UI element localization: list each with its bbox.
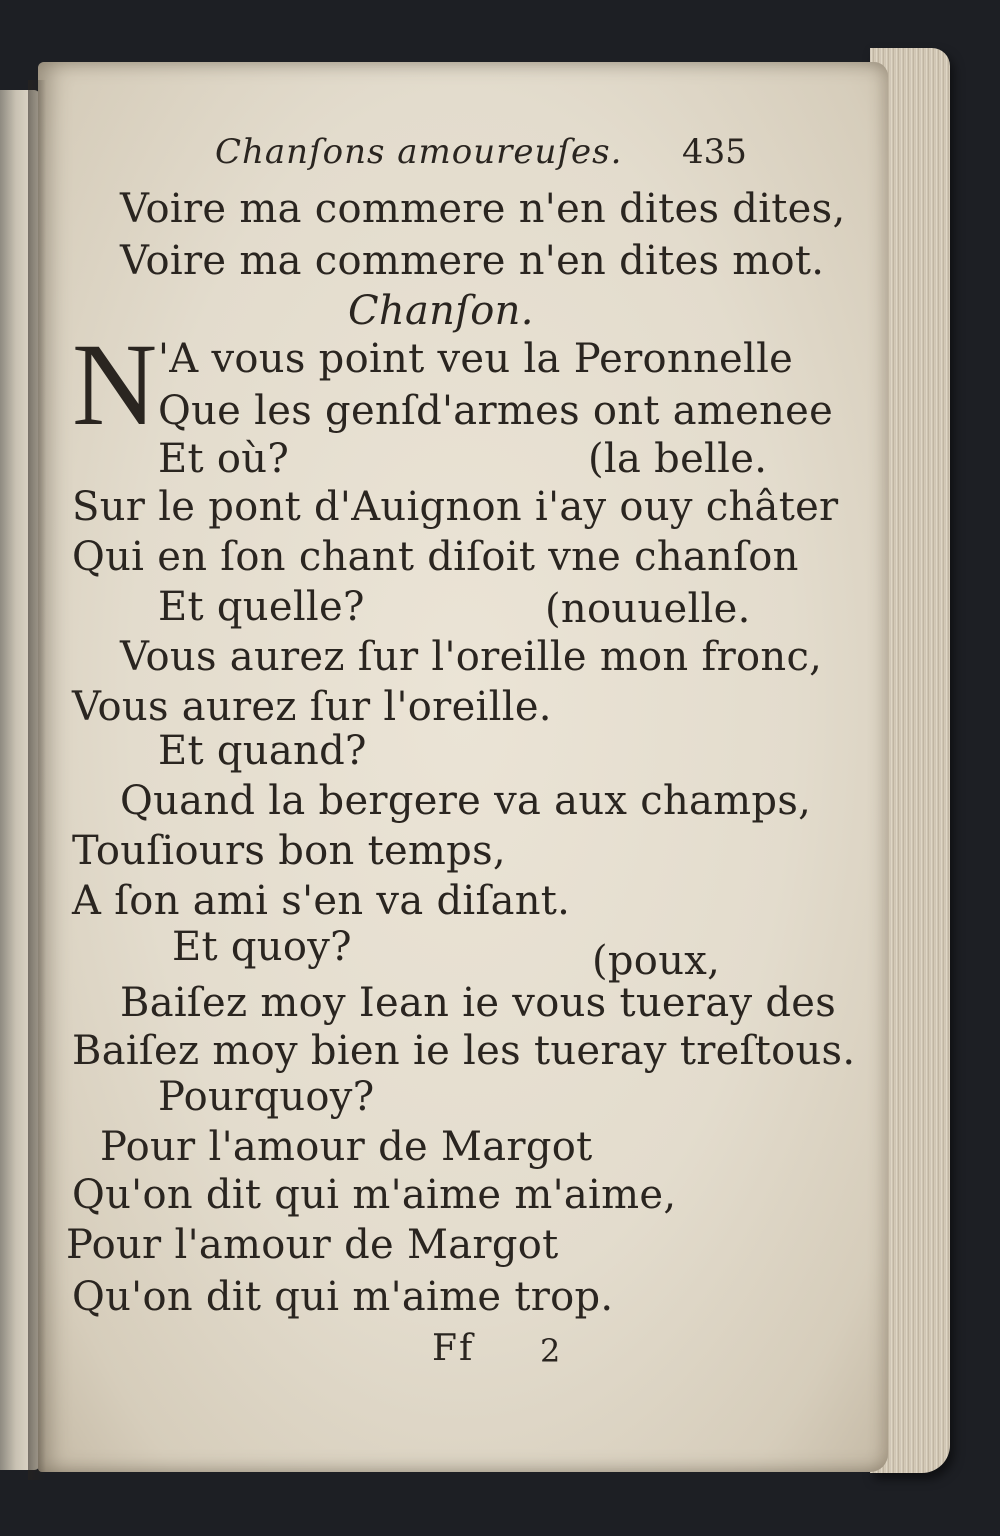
text-line-right: (nouuelle. bbox=[545, 586, 751, 632]
text-line: Touſiours bon temps, bbox=[72, 828, 506, 874]
text-line: Qui en ſon chant diſoit vne chanſon bbox=[72, 534, 799, 580]
text-line: A ſon ami s'en va diſant. bbox=[72, 878, 571, 924]
text-line: Que les genſd'armes ont amenee bbox=[158, 388, 834, 434]
page-number: 435 bbox=[682, 132, 747, 172]
text-line: Qu'on dit qui m'aime trop. bbox=[72, 1274, 614, 1320]
signature-number: 2 bbox=[540, 1332, 561, 1370]
running-head: Chanſons amoureuſes. bbox=[215, 132, 623, 172]
text-line: Sur le pont d'Auignon i'ay ouy châter bbox=[72, 484, 839, 530]
drop-capital: N bbox=[72, 319, 158, 450]
text-line: Baiſez moy bien ie les tueray treſtous. bbox=[72, 1028, 856, 1074]
text-line: Voire ma commere n'en dites mot. bbox=[120, 238, 825, 284]
text-line: Quand la bergere va aux champs, bbox=[120, 778, 812, 824]
text-line: Pour l'amour de Margot bbox=[66, 1222, 559, 1268]
section-heading: Chanſon. bbox=[348, 288, 534, 334]
text-line: Et quelle? bbox=[158, 584, 365, 630]
text-line: Et où? bbox=[158, 436, 290, 482]
text-line: Et quoy? bbox=[172, 924, 352, 970]
text-line: Vous aurez ſur l'oreille mon fronc, bbox=[120, 634, 823, 680]
text-line: 'A vous point veu la Peronnelle bbox=[158, 336, 794, 382]
text-line-right: (poux, bbox=[592, 938, 721, 984]
text-line: Pourquoy? bbox=[158, 1074, 375, 1120]
text-line: Vous aurez ſur l'oreille. bbox=[72, 684, 552, 730]
text-line: Qu'on dit qui m'aime m'aime, bbox=[72, 1172, 677, 1218]
text-line: Pour l'amour de Margot bbox=[100, 1124, 593, 1170]
text-line: Voire ma commere n'en dites dites, bbox=[120, 186, 846, 232]
signature-mark: Ff bbox=[432, 1328, 475, 1369]
text-line: Et quand? bbox=[158, 728, 367, 774]
text-line-right: (la belle. bbox=[588, 436, 768, 482]
text-line: Baiſez moy Iean ie vous tueray des bbox=[120, 980, 837, 1026]
